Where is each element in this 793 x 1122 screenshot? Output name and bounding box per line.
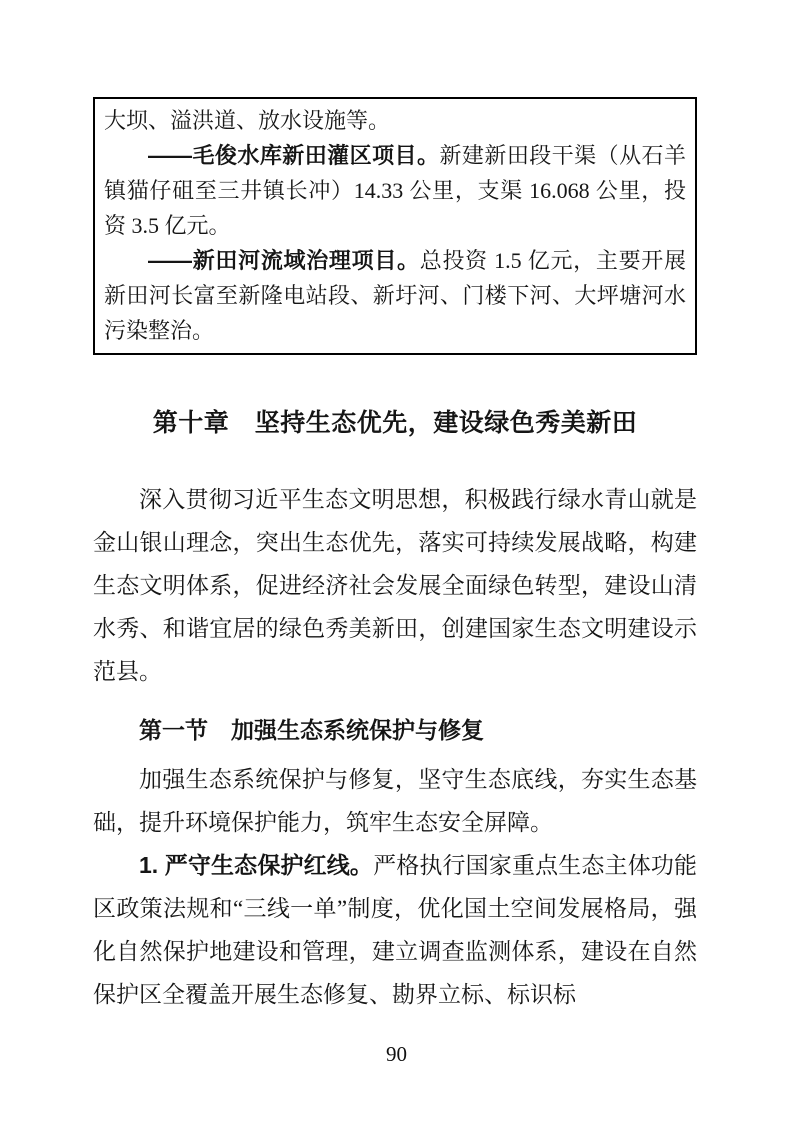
info-box-paragraph: [104, 138, 686, 243]
project-info-box: [93, 97, 697, 355]
project-detail: 新建新田段干渠（从石羊镇猫仔砠至三井镇长冲）14.33 公里，支渠 16.068 公里，投资 3.5 亿元。: [104, 143, 686, 238]
section-paragraph: 加强生态系统保护与修复，坚守生态底线，夯实生态基础，提升环境保护能力，筑牢生态安全屏障。: [93, 767, 697, 835]
info-box-text: 大坝、溢洪道、放水设施等。: [104, 108, 391, 133]
page-content: [93, 97, 697, 1016]
item-label: 1. 严守生态保护红线。: [139, 852, 374, 878]
page-number: 90: [386, 1042, 407, 1066]
project-label: ——新田河流域治理项目。: [148, 248, 420, 273]
item-body: 严格执行国家重点生态主体功能区政策法规和“三线一单”制度，优化国土空间发展格局，强化自然保护地建设和管理，建立调查监测体系，建设在自然保护区全覆盖开展生态修复、勘界立标、标识标: [93, 853, 697, 1007]
intro-paragraph: 深入贯彻习近平生态文明思想，积极践行绿水青山就是金山银山理念，突出生态优先，落实可持续发展战略，构建生态文明体系，促进经济社会发展全面绿色转型，建设山清水秀、和谐宜居的绿色秀美新田，创建国家生态文明建设示范县。: [93, 487, 697, 684]
item-paragraph: [93, 844, 697, 1016]
section-heading: 第一节 加强生态系统保护与修复: [139, 717, 484, 743]
chapter-heading: 第十章 坚持生态优先，建设绿色秀美新田: [152, 409, 638, 437]
info-box-paragraph: [104, 243, 686, 348]
project-label: ——毛俊水库新田灌区项目。: [148, 143, 440, 168]
info-box-paragraph: [104, 103, 686, 138]
project-detail: 总投资 1.5 亿元，主要开展新田河长富至新隆电站段、新圩河、门楼下河、大坪塘河水污染整治。: [104, 248, 686, 343]
